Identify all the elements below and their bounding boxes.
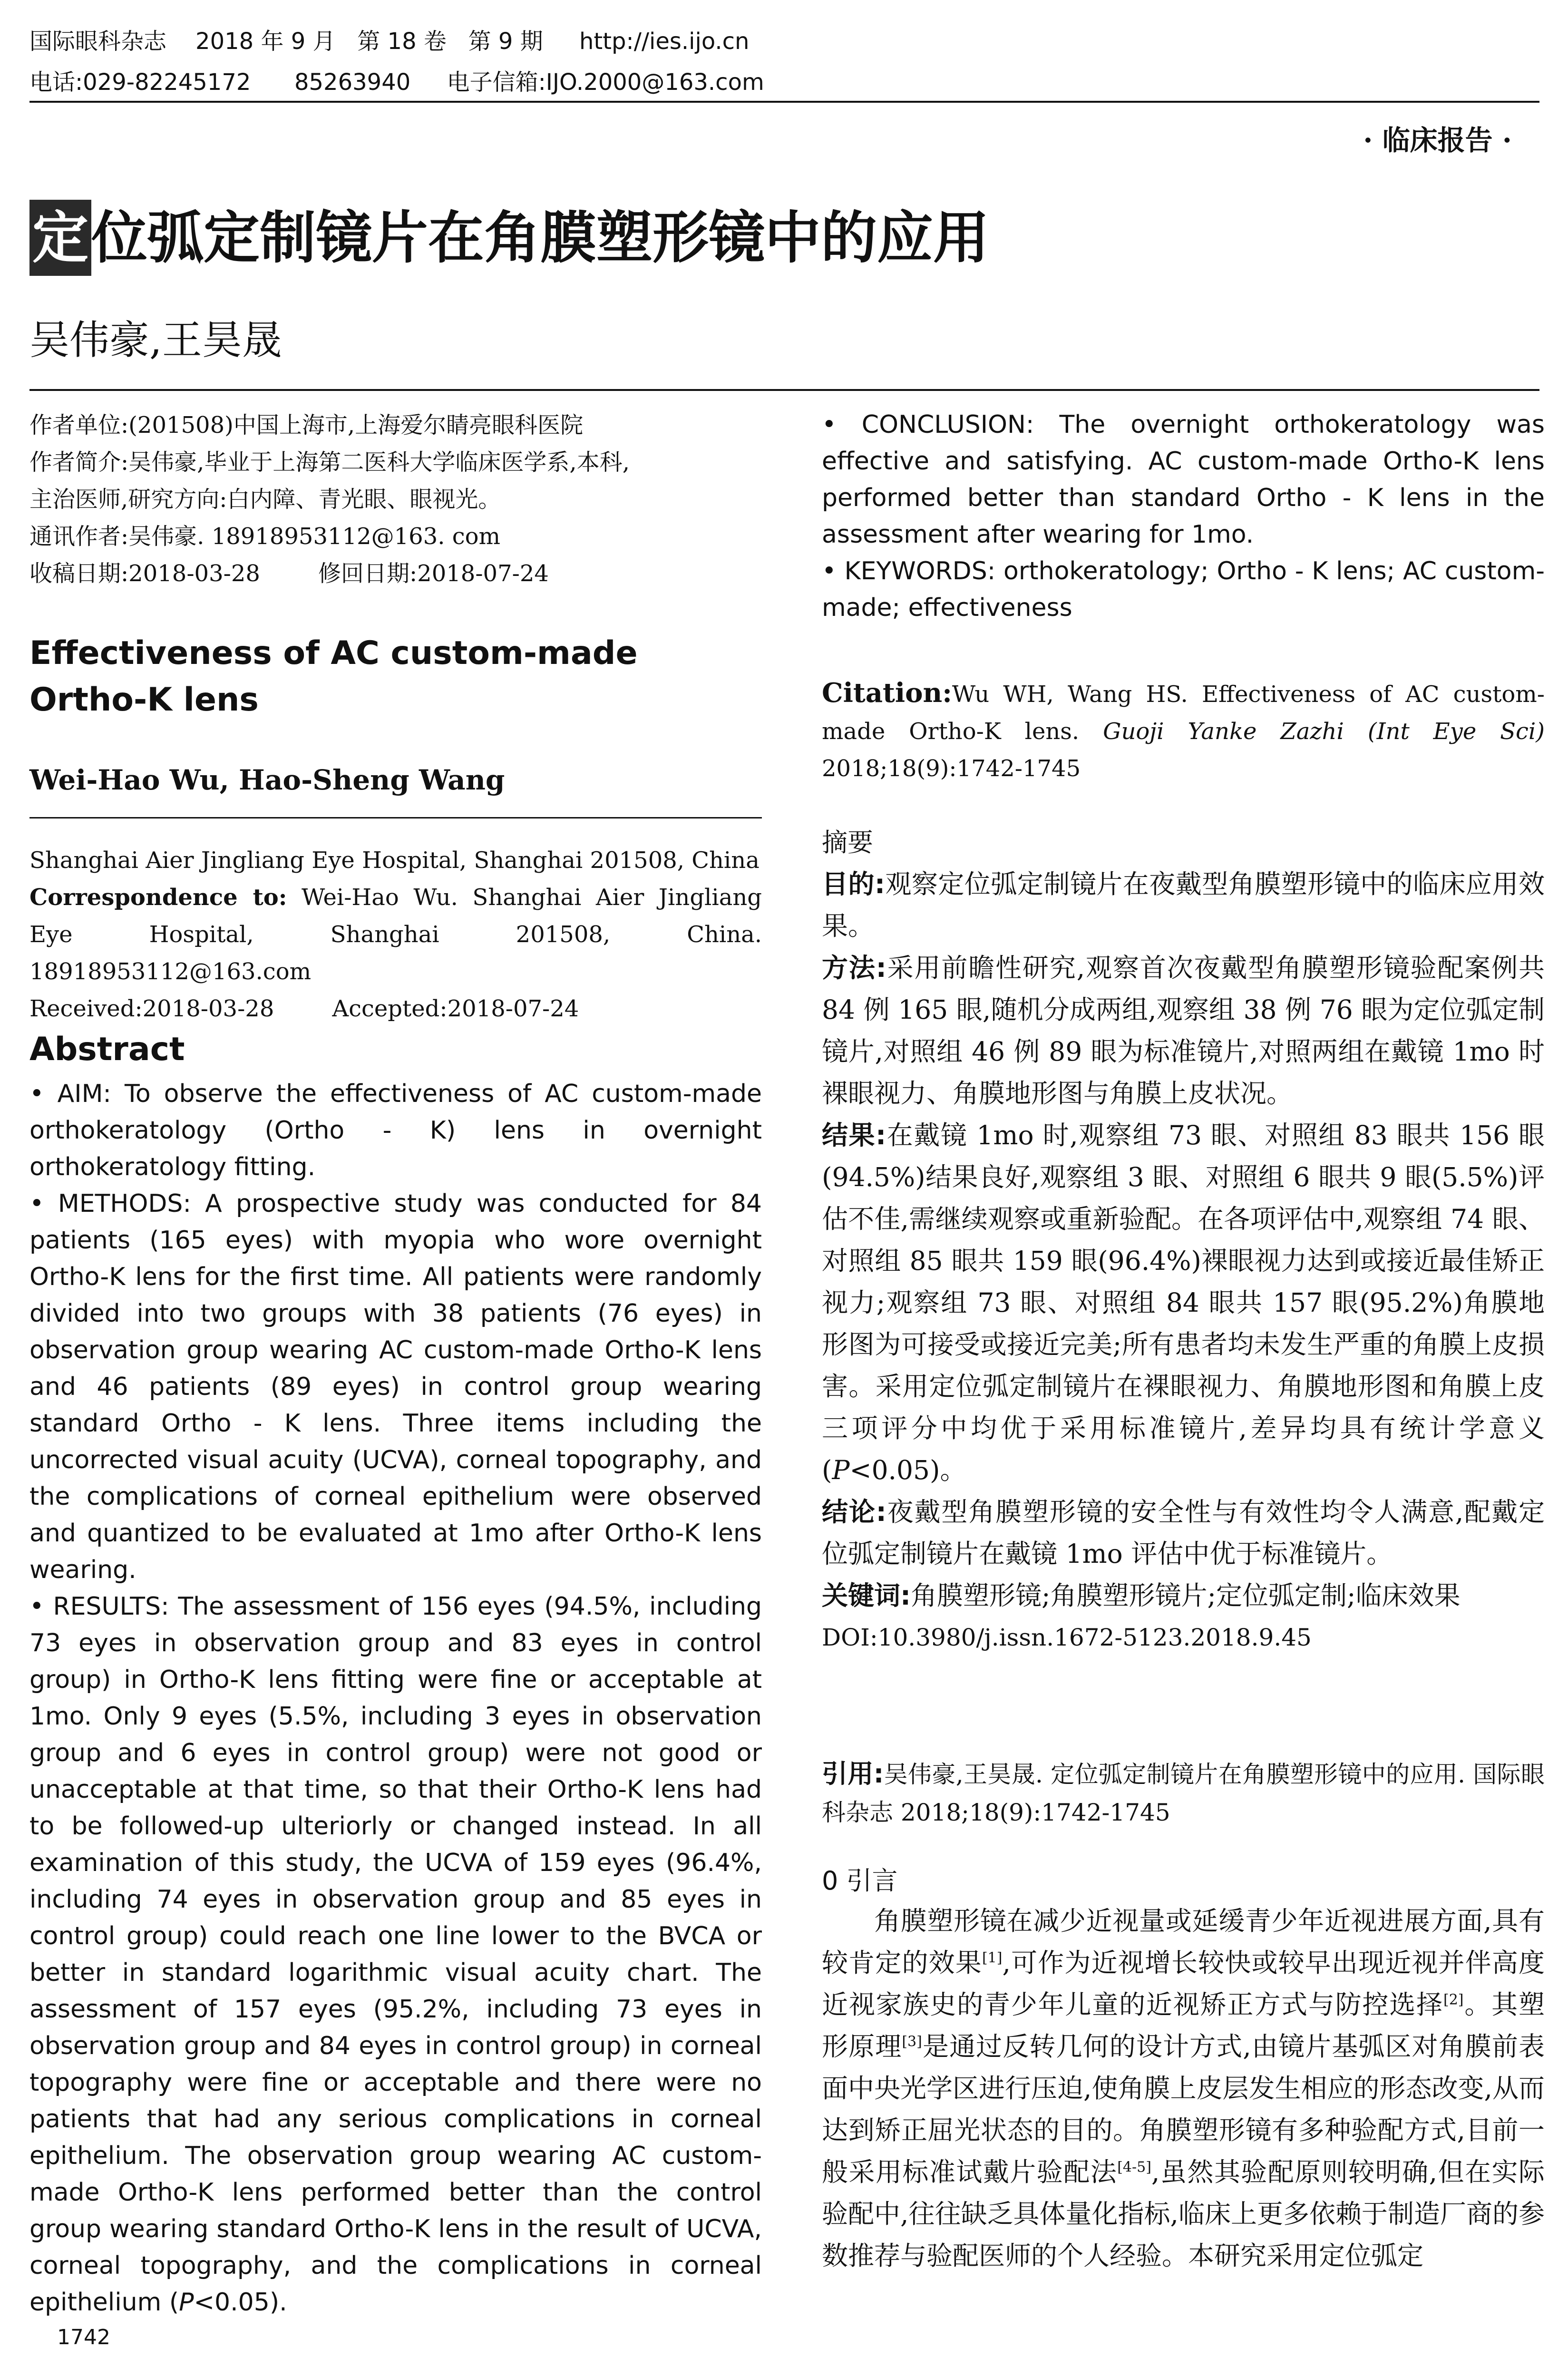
author-bio-line: 作者简介:吴伟豪,毕业于上海第二医科大学临床医学系,本科, [29, 449, 630, 476]
authors-cn: 吴伟豪,王昊晟 [29, 317, 282, 363]
zh-aim [822, 863, 1545, 947]
citation-volume: 2018;18(9):1742-1745 [822, 755, 1081, 782]
reference-marker: [4-5] [1117, 2159, 1151, 2176]
dates-line: 收稿日期:2018-03-28 修回日期:2018-07-24 [29, 560, 549, 587]
abstract-keywords: • KEYWORDS: orthokeratology; Ortho - K lens; AC custom-made; effectiveness [822, 557, 1545, 622]
citation-cn [822, 1755, 1545, 1831]
zh-keywords-label: 关键词: [822, 1580, 911, 1611]
correspondence-text: Wei-Hao Wu. Shanghai Aier Jingliang Eye Hospital, Shanghai 201508, China. 18918953112@163.com [29, 884, 762, 985]
abstract-methods: • METHODS: A prospective study was conducted for 84 patients (165 eyes) with myopia who wore overnight Ortho-K lens for the first time. All patients were randomly divided into two groups with 38 patients (76 eyes) in observation group wearing AC custom-made Ortho-K lens and 46 patients (89 eyes) in control group wearing standard Ortho - K lens. Three items including the uncorrected visual acuity (UCVA), corneal topography, and the complications of corneal epithelium were observed and quantized to be evaluated at 1mo after Ortho-K lens wearing. [29, 1189, 762, 1584]
abstract-heading: Abstract [29, 1031, 185, 1068]
zh-aim-label: 目的: [822, 869, 885, 899]
reference-marker: [2] [1443, 1991, 1464, 2008]
zh-p-value-symbol: P [832, 1455, 850, 1485]
zh-keywords [822, 1575, 1545, 1617]
intro-text: ,可作为近视增长较快或较早出现近视并伴高度近视家族史的青少年儿童的近视矫正方式与防控选择 [822, 1948, 1545, 2020]
corresponding-author-line: 通讯作者:吴伟豪. 18918953112@163. com [29, 523, 501, 550]
abstract-results-text: • RESULTS: The assessment of 156 eyes (94.5%, including 73 eyes in observation group and 83 eyes in control group) in Ortho-K lens fitting were fine or acceptable at 1mo. Only 9 eyes (5.5%, including 3 eyes in observation group and 6 eyes in control group) were not good or unacceptable at that time, so that their Ortho-K lens had to be followed-up ulteriorly or changed instead. In all examination of this study, the UCVA of 159 eyes (96.4%, including 74 eyes in observation group and 85 eyes in control group) could reach one line lower to the BVCA or better in standard logarithmic visual acuity chart. The assessment of 157 eyes (95.2%, including 73 eyes in observation group and 84 eyes in control group) in corneal topography were fine or acceptable and there were no patients that had any serious complications in corneal epithelium. The observation group wearing AC custom-made Ortho-K lens performed better than the control group wearing standard Ortho-K lens in the result of UCVA, corneal topography, and the complications in corneal epithelium ( [29, 1592, 762, 2317]
p-value-symbol: P [179, 2288, 194, 2317]
intro-text: ,虽然其验配原则较明确,但在实际验配中,往往缺乏具体量化指标,临床上更多依赖于制造厂商的参数推荐与验配医师的个人经验。本研究采用定位弧定 [822, 2157, 1545, 2271]
zh-methods-label: 方法: [822, 953, 886, 983]
zh-aim-text: 观察定位弧定制镜片在夜戴型角膜塑形镜中的临床应用效果。 [822, 869, 1545, 941]
abstract-en-body [29, 1076, 762, 2321]
english-title: Effectiveness of AC custom-made Ortho-K lens [29, 634, 638, 719]
reference-marker: [1] [982, 1949, 1003, 1967]
intro-paragraph [822, 1900, 1545, 2277]
zh-abstract-body [822, 863, 1545, 1658]
abstract-conclusion: • CONCLUSION: The overnight orthokeratology was effective and satisfying. AC custom-made Ortho-K lens performed better than standard Ortho - K lens in the assessment after wearing for 1mo. [822, 410, 1545, 549]
citation-cn-text: 吴伟豪,王昊晟. 定位弧定制镜片在角膜塑形镜中的应用. 国际眼科杂志 2018;18(9):1742-1745 [822, 1761, 1545, 1826]
journal-header-line1: 国际眼科杂志 2018 年 9 月 第 18 卷 第 9 期 http://ies.ijo.cn [29, 28, 750, 55]
english-affiliation [29, 842, 762, 1027]
zh-conclusion [822, 1491, 1545, 1575]
zh-doi: DOI:10.3980/j.issn.1672-5123.2018.9.45 [822, 1624, 1312, 1651]
affiliation-en: Shanghai Aier Jingliang Eye Hospital, Shanghai 201508, China [29, 847, 760, 874]
english-authors-rule [29, 817, 762, 818]
zh-methods [822, 947, 1545, 1114]
zh-conclusion-text: 夜戴型角膜塑形镜的安全性与有效性均令人满意,配戴定位弧定制镜片在戴镜 1mo 评估中优于标准镜片。 [822, 1497, 1545, 1569]
header-rule [29, 101, 1539, 103]
affiliation-line: 作者单位:(201508)中国上海市,上海爱尔睛亮眼科医院 [29, 412, 584, 438]
affiliation-cn [29, 407, 762, 592]
abstract-en-continued [822, 407, 1545, 626]
page-number: 1742 [57, 2325, 110, 2349]
intro-text: 角膜塑形镜在减少近视量或延缓青少年近视进展方面,具有较肯定的效果 [822, 1906, 1545, 1978]
title-rule [29, 389, 1539, 391]
correspondence-label: Correspondence to: [29, 884, 287, 911]
title-drop-char: 定 [29, 200, 91, 276]
section-tag: · 临床报告 · [1363, 124, 1512, 156]
journal-header-line2: 电话:029-82245172 85263940 电子信箱:IJO.2000@163.com [29, 69, 764, 96]
author-bio-line: 主治医师,研究方向:白内障、青光眼、眼视光。 [29, 486, 501, 513]
reference-marker: [3] [902, 2033, 922, 2050]
zh-results-label: 结果: [822, 1120, 886, 1150]
article-title [29, 200, 989, 276]
correspondence-en [29, 879, 762, 990]
zh-results-text: 在戴镜 1mo 时,观察组 73 眼、对照组 83 眼共 156 眼(94.5%)结果良好,观察组 3 眼、对照组 6 眼共 9 眼(5.5%)评估不佳,需继续观察或重新验配。在各项评估中,观察组 74 眼、对照组 85 眼共 159 眼(96.4%)裸眼视力达到或接近最佳矫正视力;观察组 73 眼、对照组 84 眼共 157 眼(95.2%)角膜地形图为可接受或接近完美;所有患者均未发生严重的角膜上皮损害。采用定位弧定制镜片在裸眼视力、角膜地形图和角膜上皮三项评分中均优于采用标准镜片,差异均具有统计学意义( [822, 1120, 1545, 1485]
abstract-results-end: <0.05). [194, 2288, 287, 2317]
english-authors: Wei-Hao Wu, Hao-Sheng Wang [29, 764, 505, 796]
zh-methods-text: 采用前瞻性研究,观察首次夜戴型角膜塑形镜验配案例共 84 例 165 眼,随机分成两组,观察组 38 例 76 眼为定位弧定制镜片,对照组 46 例 89 眼为标准镜片,对照两组在戴镜 1mo 时裸眼视力、角膜地形图与角膜上皮状况。 [822, 953, 1545, 1109]
received-accepted-en: Received:2018-03-28 Accepted:2018-07-24 [29, 995, 579, 1022]
intro-text: 。其塑形原理 [822, 1989, 1545, 2062]
citation-label: Citation: [822, 677, 952, 709]
zh-keywords-text: 角膜塑形镜;角膜塑形镜片;定位弧定制;临床效果 [911, 1580, 1461, 1611]
abstract-aim: • AIM: To observe the effectiveness of AC custom-made orthokeratology (Ortho - K) lens in overnight orthokeratology fitting. [29, 1080, 762, 1181]
zh-results-end: <0.05)。 [849, 1455, 966, 1485]
zh-results [822, 1114, 1545, 1491]
citation-text: Wu WH, Wang HS. Effectiveness of AC custom-made Ortho-K lens. [822, 681, 1545, 745]
zh-conclusion-label: 结论: [822, 1497, 886, 1527]
citation-en [822, 674, 1545, 787]
zh-abstract-heading: 摘要 [822, 828, 873, 857]
intro-heading: 0 引言 [822, 1866, 898, 1896]
citation-journal: Guoji Yanke Zazhi (Int Eye Sci) [1103, 718, 1545, 745]
abstract-results [29, 1588, 762, 2321]
intro-text: 是通过反转几何的设计方式,由镜片基弧区对角膜前表面中央光学区进行压迫,使角膜上皮层发生相应的形态改变,从而达到矫正屈光状态的目的。角膜塑形镜有多种验配方式,目前一般采用标准试戴片验配法 [822, 2031, 1545, 2187]
citation-cn-label: 引用: [822, 1759, 884, 1789]
title-text: 位弧定制镜片在角膜塑形镜中的应用 [91, 205, 990, 271]
